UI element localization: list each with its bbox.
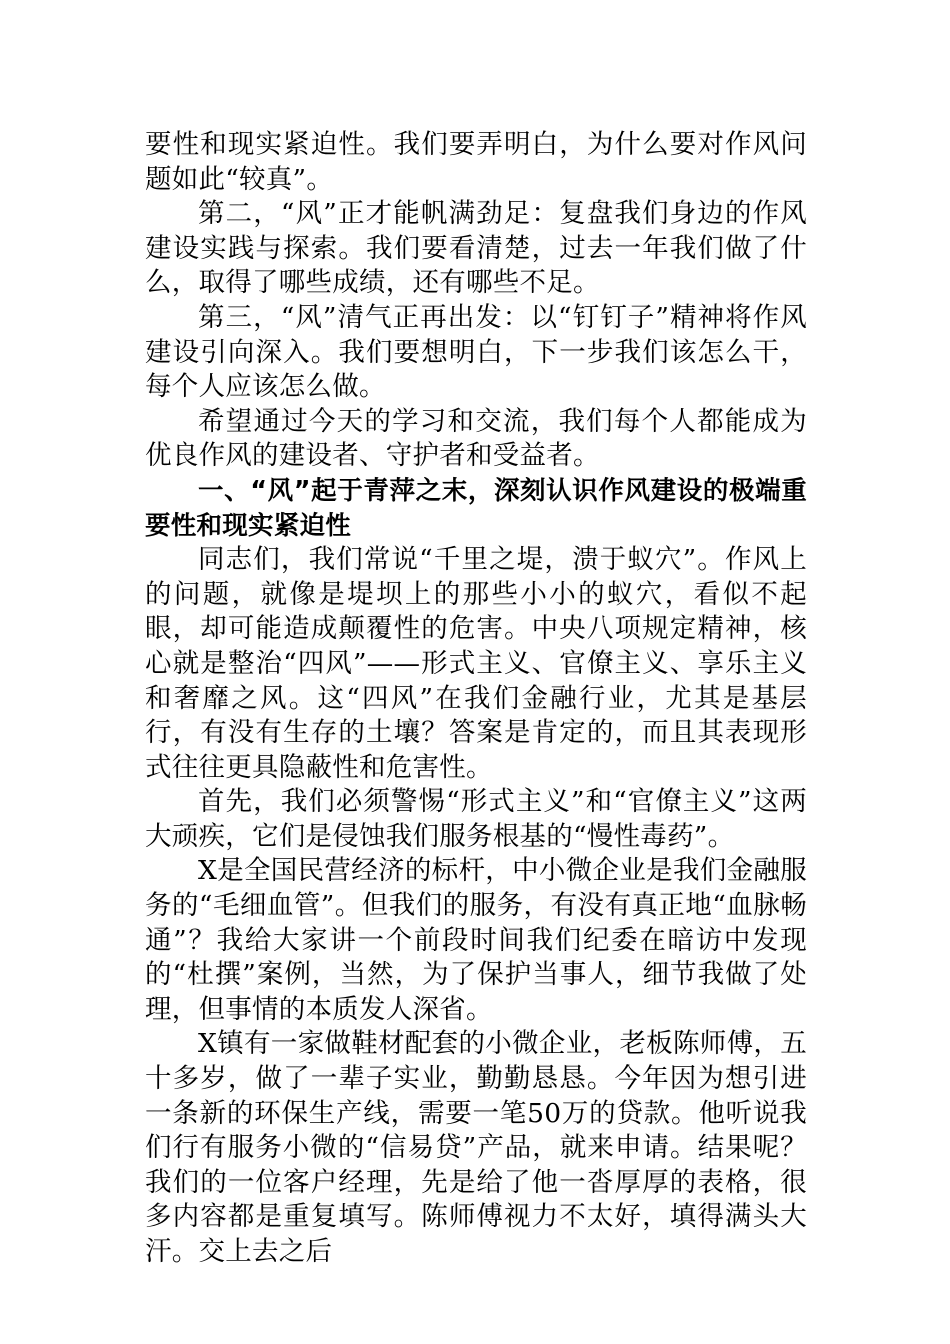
paragraph-third-point: 第三，“风”清气正再出发：以“钉钉子”精神将作风建设引向深入。我们要想明白，下一步我们该怎么干，每个人应该怎么做。: [145, 301, 807, 403]
paragraph-formalism: 首先，我们必须警惕“形式主义”和“官僚主义”这两大顽疾，它们是侵蚀我们服务根基的“慢性毒药”。: [145, 786, 807, 852]
paragraph-second-point: 第二，“风”正才能帆满劲足：复盘我们身边的作风建设实践与探索。我们要看清楚，过去一年我们做了什么，取得了哪些成绩，还有哪些不足。: [145, 198, 807, 299]
paragraph-case-chen: X镇有一家做鞋材配套的小微企业，老板陈师傅，五十多岁，做了一辈子实业，勤勤恳恳。今年因为想引进一条新的环保生产线，需要一笔50万的贷款。他听说我们行有服务小微的“信易贷”产品，就来申请。结果呢？我们的一位客户经理，先是给了他一沓厚厚的表格，很多内容都是重复填写。陈师傅视力不太好，填得满头大汗。交上去之后: [145, 1028, 807, 1267]
section-heading-one: 一、“风”起于青萍之末，深刻认识作风建设的极端重要性和现实紧迫性: [145, 475, 807, 541]
paragraph-continuation: 要性和现实紧迫性。我们要弄明白，为什么要对作风问题如此“较真”。: [145, 129, 807, 195]
paragraph-four-winds: 同志们，我们常说“千里之堤，溃于蚁穴”。作风上的问题，就像是堤坝上的那些小小的蚁穴，看似不起眼，却可能造成颠覆性的危害。中央八项规定精神，核心就是整治“四风”——形式主义、官僚主义、享乐主义和奢靡之风。这“四风”在我们金融行业，尤其是基层行，有没有生存的土壤？答案是肯定的，而且其表现形式往往更具隐蔽性和危害性。: [145, 544, 807, 783]
paragraph-private-economy: X是全国民营经济的标杆，中小微企业是我们金融服务的“毛细血管”。但我们的服务，有没有真正地“血脉畅通”？我给大家讲一个前段时间我们纪委在暗访中发现的“杜撰”案例，当然，为了保护当事人，细节我做了处理，但事情的本质发人深省。: [145, 855, 807, 1025]
paragraph-hope: 希望通过今天的学习和交流，我们每个人都能成为优良作风的建设者、守护者和受益者。: [145, 405, 807, 472]
document-body: [145, 128, 807, 1270]
